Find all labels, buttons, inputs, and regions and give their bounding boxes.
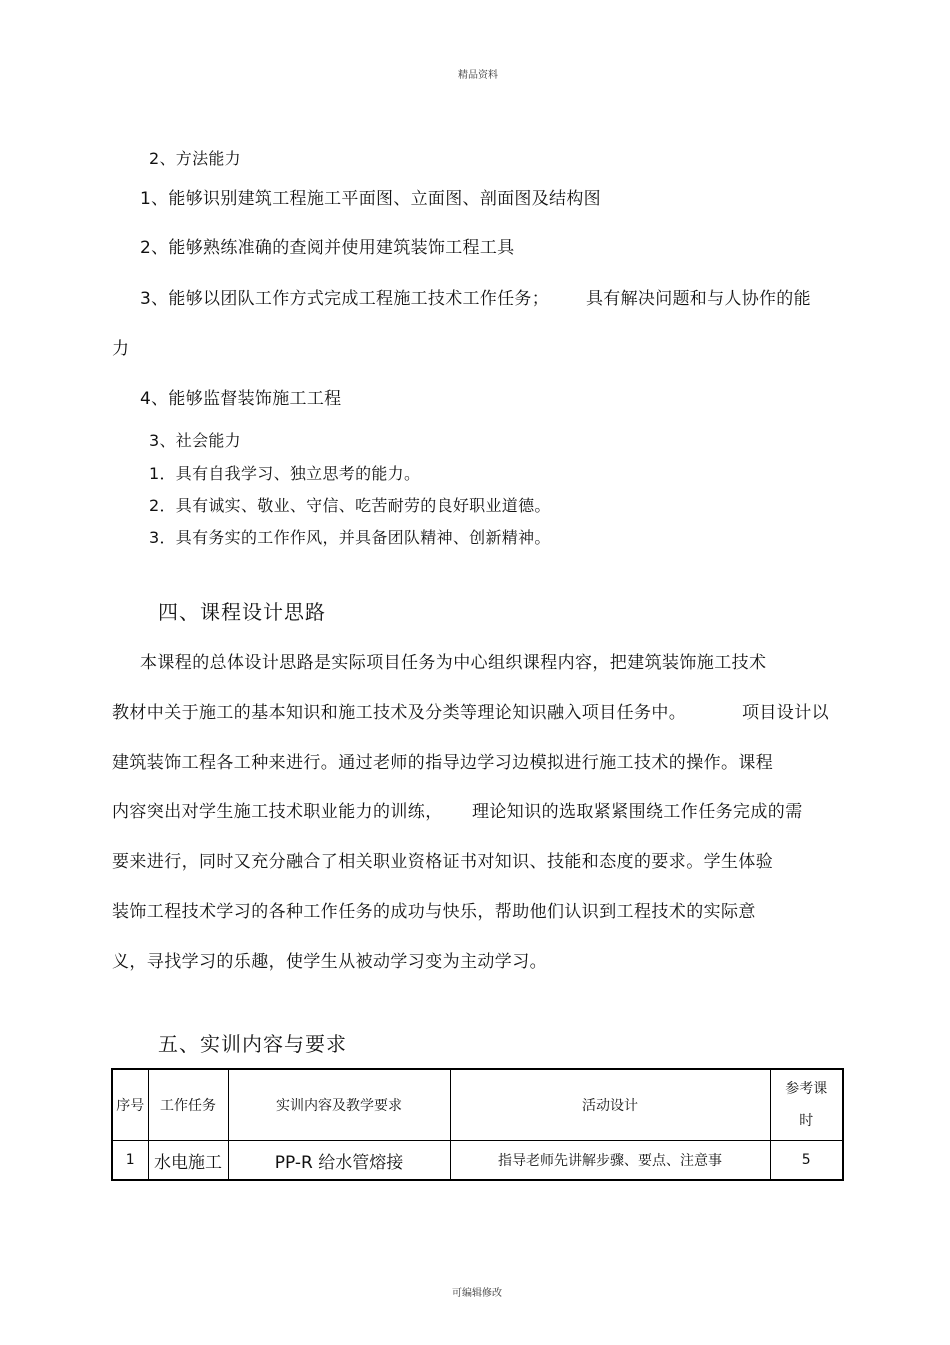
design-line-6: 装饰工程技术学习的各种工作任务的成功与快乐，帮助他们认识到工程技术的实际意: [112, 902, 756, 922]
method-item-3-cont: 具有解决问题和与人协作的能: [586, 289, 811, 309]
social-item-1: 1．具有自我学习、独立思考的能力。: [149, 464, 421, 483]
page-footer: 可编辑修改: [452, 1288, 502, 1299]
header-hours: [770, 1069, 843, 1141]
method-item-4: 4、能够监督装饰施工工程: [140, 389, 342, 409]
design-line-1: 本课程的总体设计思路是实际项目任务为中心组织课程内容，把建筑装饰施工技术: [140, 653, 767, 673]
page-header: 精品资料: [458, 70, 498, 81]
design-line-4: 内容突出对学生施工技术职业能力的训练，: [112, 802, 443, 822]
method-item-1: 1、能够识别建筑工程施工平面图、立面图、剖面图及结构图: [140, 189, 601, 209]
cell-activity: 指导老师先讲解步骤、要点、注意事: [450, 1141, 770, 1181]
cell-hours: 5: [770, 1141, 843, 1181]
social-ability-title: 3、社会能力: [149, 431, 241, 450]
social-item-3: 3．具有务实的工作作风，并具备团队精神、创新精神。: [149, 528, 551, 547]
cell-content: PP-R 给水管熔接: [228, 1141, 450, 1181]
header-activity: 活动设计: [450, 1069, 770, 1141]
section-five-heading: 五、实训内容与要求: [158, 1032, 347, 1056]
cell-index: 1: [112, 1141, 148, 1181]
table-header-row: [112, 1069, 843, 1141]
section-four-heading: 四、课程设计思路: [158, 600, 326, 624]
training-table: [111, 1068, 844, 1181]
method-item-2: 2、能够熟练准确的查阅并使用建筑装饰工程工具: [140, 238, 515, 258]
header-hours-line2: 时: [799, 1113, 814, 1129]
method-ability-title: 2、方法能力: [149, 149, 241, 168]
design-line-3: 建筑装饰工程各工种来进行。通过老师的指导边学习边模拟进行施工技术的操作。课程: [112, 753, 774, 773]
header-content: 实训内容及教学要求: [228, 1069, 450, 1141]
social-item-2: 2．具有诚实、敬业、守信、吃苦耐劳的良好职业道德。: [149, 496, 551, 515]
table-row: [112, 1141, 843, 1181]
design-line-2-cont: 项目设计以: [742, 703, 829, 723]
header-index: 序号: [112, 1069, 148, 1141]
cell-task: 水电施工: [148, 1141, 228, 1181]
design-line-7: 义，寻找学习的乐趣，使学生从被动学习变为主动学习。: [112, 952, 547, 972]
design-line-2: 教材中关于施工的基本知识和施工技术及分类等理论知识融入项目任务中。: [112, 703, 687, 723]
design-line-5: 要来进行，同时又充分融合了相关职业资格证书对知识、技能和态度的要求。学生体验: [112, 852, 774, 872]
design-line-4-cont: 理论知识的选取紧紧围绕工作任务完成的需: [472, 802, 803, 822]
header-task: 工作任务: [148, 1069, 228, 1141]
header-hours-line1: 参考课: [785, 1081, 828, 1097]
method-item-3: 3、能够以团队工作方式完成工程施工技术工作任务；: [140, 289, 550, 309]
method-item-3-wrap: 力: [112, 339, 130, 359]
